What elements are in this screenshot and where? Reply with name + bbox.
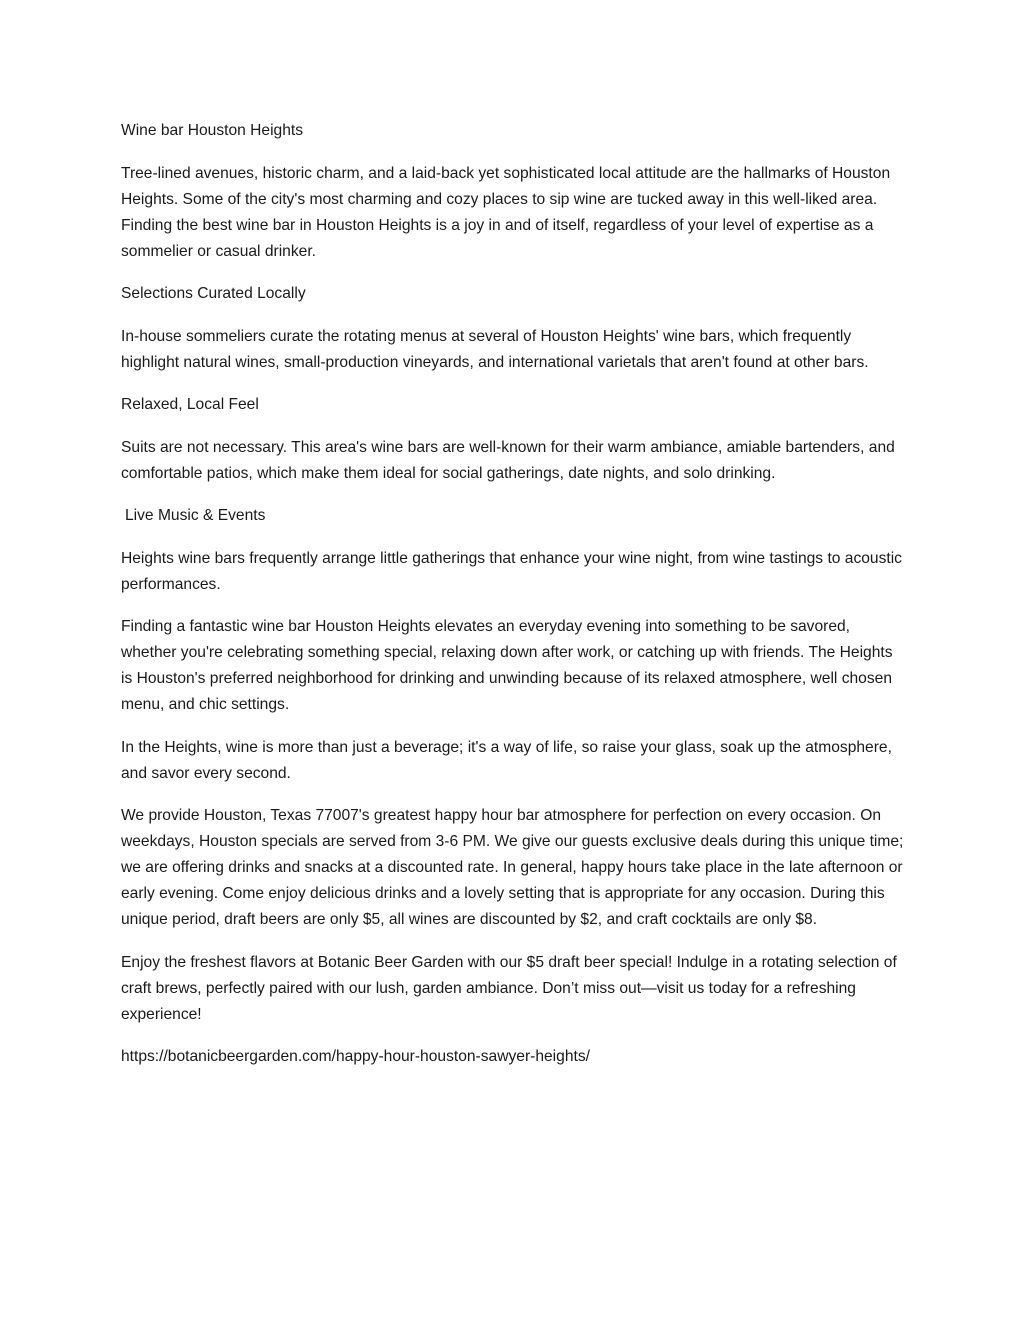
- botanic-paragraph: Enjoy the freshest flavors at Botanic Beer Garden with our $5 draft beer special! Indulge in a rotating selection of craft brews, perfectly paired with our lush, garden ambiance. Don’t miss out—visit us today for a refreshing experience!: [121, 953, 897, 1023]
- section-body-selections: In-house sommeliers curate the rotating menus at several of Houston Heights' wine bars, which frequently highlight natural wines, small-production vineyards, and international varietals that aren't found at other bars.: [121, 327, 869, 371]
- source-link[interactable]: https://botanicbeergarden.com/happy-hour-houston-sawyer-heights/: [121, 1048, 590, 1065]
- conclusion-paragraph: Finding a fantastic wine bar Houston Heights elevates an everyday evening into something to be savored, whether you're celebrating something special, relaxing down after work, or catching up with friends. The Heights is Houston's preferred neighborhood for drinking and unwinding because of its relaxed atmosphere, well chosen menu, and chic settings.: [121, 618, 893, 713]
- document-title: Wine bar Houston Heights: [121, 122, 304, 139]
- section-body-relaxed: Suits are not necessary. This area's wine bars are well-known for their warm ambiance, amiable bartenders, and comfortable patios, which make them ideal for social gatherings, date nights, and solo drinking.: [121, 438, 895, 482]
- section-body-live-music: Heights wine bars frequently arrange little gatherings that enhance your wine night, from wine tastings to acoustic performances.: [121, 549, 902, 593]
- section-heading-selections: Selections Curated Locally: [121, 285, 306, 302]
- happy-hour-paragraph: We provide Houston, Texas 77007's greatest happy hour bar atmosphere for perfection on every occasion. On weekdays, Houston specials are served from 3-6 PM. We give our guests exclusive deals during this unique time; we are offering drinks and snacks at a discounted rate. In general, happy hours take place in the late afternoon or early evening. Come enjoy delicious drinks and a lovely setting that is appropriate for any occasion. During this unique period, draft beers are only $5, all wines are discounted by $2, and craft cocktails are only $8.: [121, 807, 904, 928]
- wine-life-paragraph: In the Heights, wine is more than just a beverage; it's a way of life, so raise your glass, soak up the atmosphere, and savor every second.: [121, 738, 892, 782]
- section-heading-relaxed: Relaxed, Local Feel: [121, 396, 259, 413]
- intro-paragraph: Tree-lined avenues, historic charm, and a laid-back yet sophisticated local attitude are the hallmarks of Houston Heights. Some of the city's most charming and cozy places to sip wine are tucked away in this well-liked area. Finding the best wine bar in Houston Heights is a joy in and of itself, regardless of your level of expertise as a sommelier or casual drinker.: [121, 164, 891, 260]
- document-page: [121, 118, 907, 1087]
- section-heading-live-music: Live Music & Events: [125, 507, 266, 524]
